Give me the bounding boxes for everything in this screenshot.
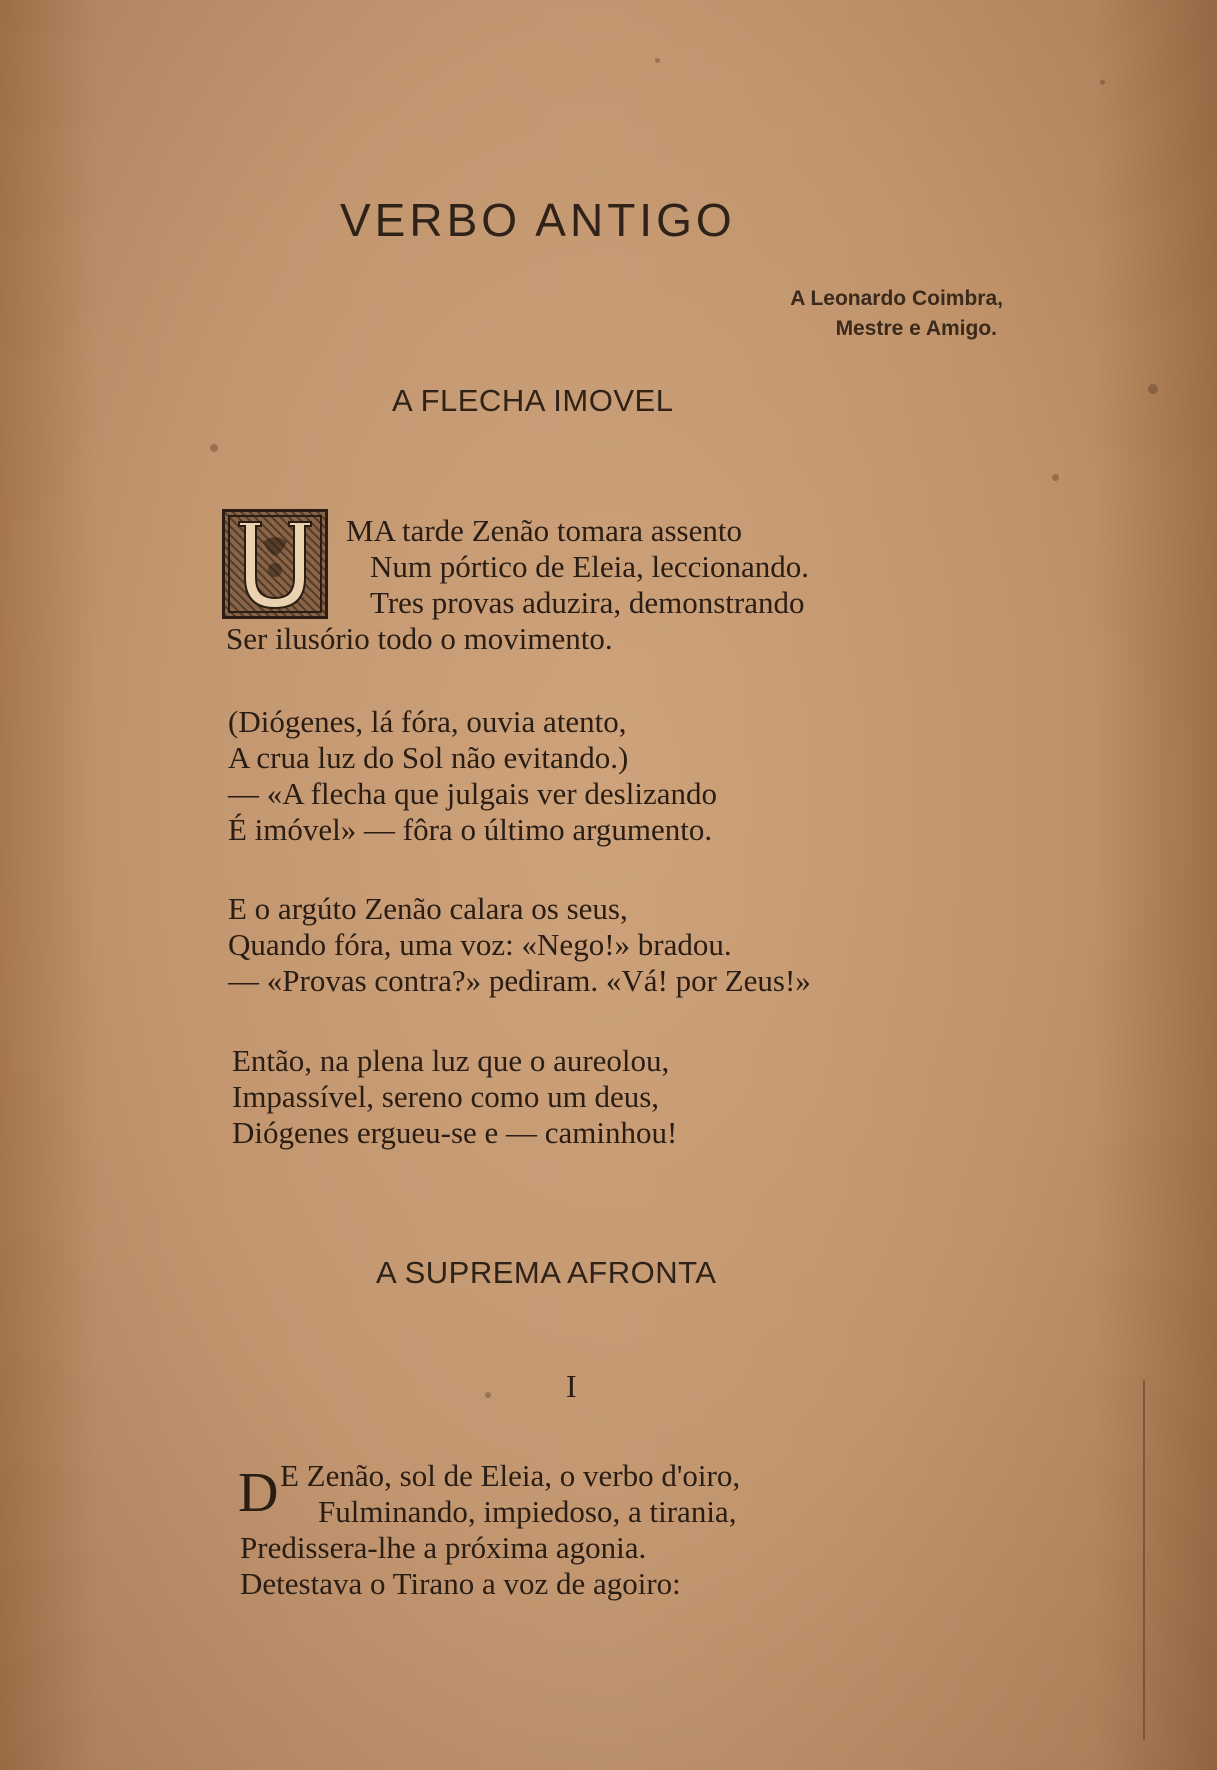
- verse-line: Ser ilusório todo o movimento.: [226, 621, 613, 656]
- poem-title-suprema-afronta: A SUPREMA AFRONTA: [376, 1255, 717, 1290]
- verse-line: — «A flecha que julgais ver deslizando: [228, 776, 717, 811]
- paper-speck: [210, 444, 218, 452]
- verse-line: Então, na plena luz que o aureolou,: [232, 1043, 670, 1078]
- verse-line: Predissera-lhe a próxima agonia.: [240, 1530, 647, 1565]
- verse-line: Fulminando, impiedoso, a tirania,: [318, 1494, 737, 1529]
- dedication-line: Mestre e Amigo.: [835, 317, 997, 340]
- verse-line: Tres provas aduzira, demonstrando: [370, 585, 805, 620]
- verse-line: Detestava o Tirano a voz de agoiro:: [240, 1566, 681, 1601]
- paper-speck: [655, 58, 660, 63]
- verse-line: E Zenão, sol de Eleia, o verbo d'oiro,: [280, 1458, 741, 1493]
- verse-line: E o argúto Zenão calara os seus,: [228, 891, 628, 926]
- stanza: [228, 704, 717, 848]
- verse-line: Diógenes ergueu-se e — caminhou!: [232, 1115, 678, 1150]
- stanza: [226, 513, 809, 657]
- drop-cap: D: [238, 1462, 279, 1524]
- paper-speck: [1052, 474, 1059, 481]
- verse-line: É imóvel» — fôra o último argumento.: [228, 812, 713, 847]
- dedication-line: A Leonardo Coimbra,: [790, 287, 1003, 310]
- section-numeral: I: [566, 1368, 577, 1404]
- stanza: [240, 1458, 740, 1602]
- verse-line: (Diógenes, lá fóra, ouvia atento,: [228, 704, 627, 739]
- paper-crease: [1143, 1380, 1159, 1740]
- verse-line: Quando fóra, uma voz: «Nego!» bradou.: [228, 927, 732, 962]
- poem-title-flecha-imovel: A FLECHA IMOVEL: [392, 383, 674, 418]
- stanza: [228, 891, 811, 999]
- verse-line: — «Provas contra?» pediram. «Vá! por Zeus!»: [228, 963, 811, 998]
- dedication: [790, 284, 1003, 344]
- verse-line: Num pórtico de Eleia, leccionando.: [370, 549, 810, 584]
- verse-line: Impassível, sereno como um deus,: [232, 1079, 660, 1114]
- paper-speck: [1148, 384, 1158, 394]
- verse-line: A crua luz do Sol não evitando.): [228, 740, 629, 775]
- page-title: VERBO ANTIGO: [340, 194, 736, 246]
- paper-speck: [1100, 80, 1105, 85]
- stanza: [232, 1043, 677, 1151]
- paper-speck: [485, 1392, 491, 1398]
- verse-line: MA tarde Zenão tomara assento: [346, 513, 742, 548]
